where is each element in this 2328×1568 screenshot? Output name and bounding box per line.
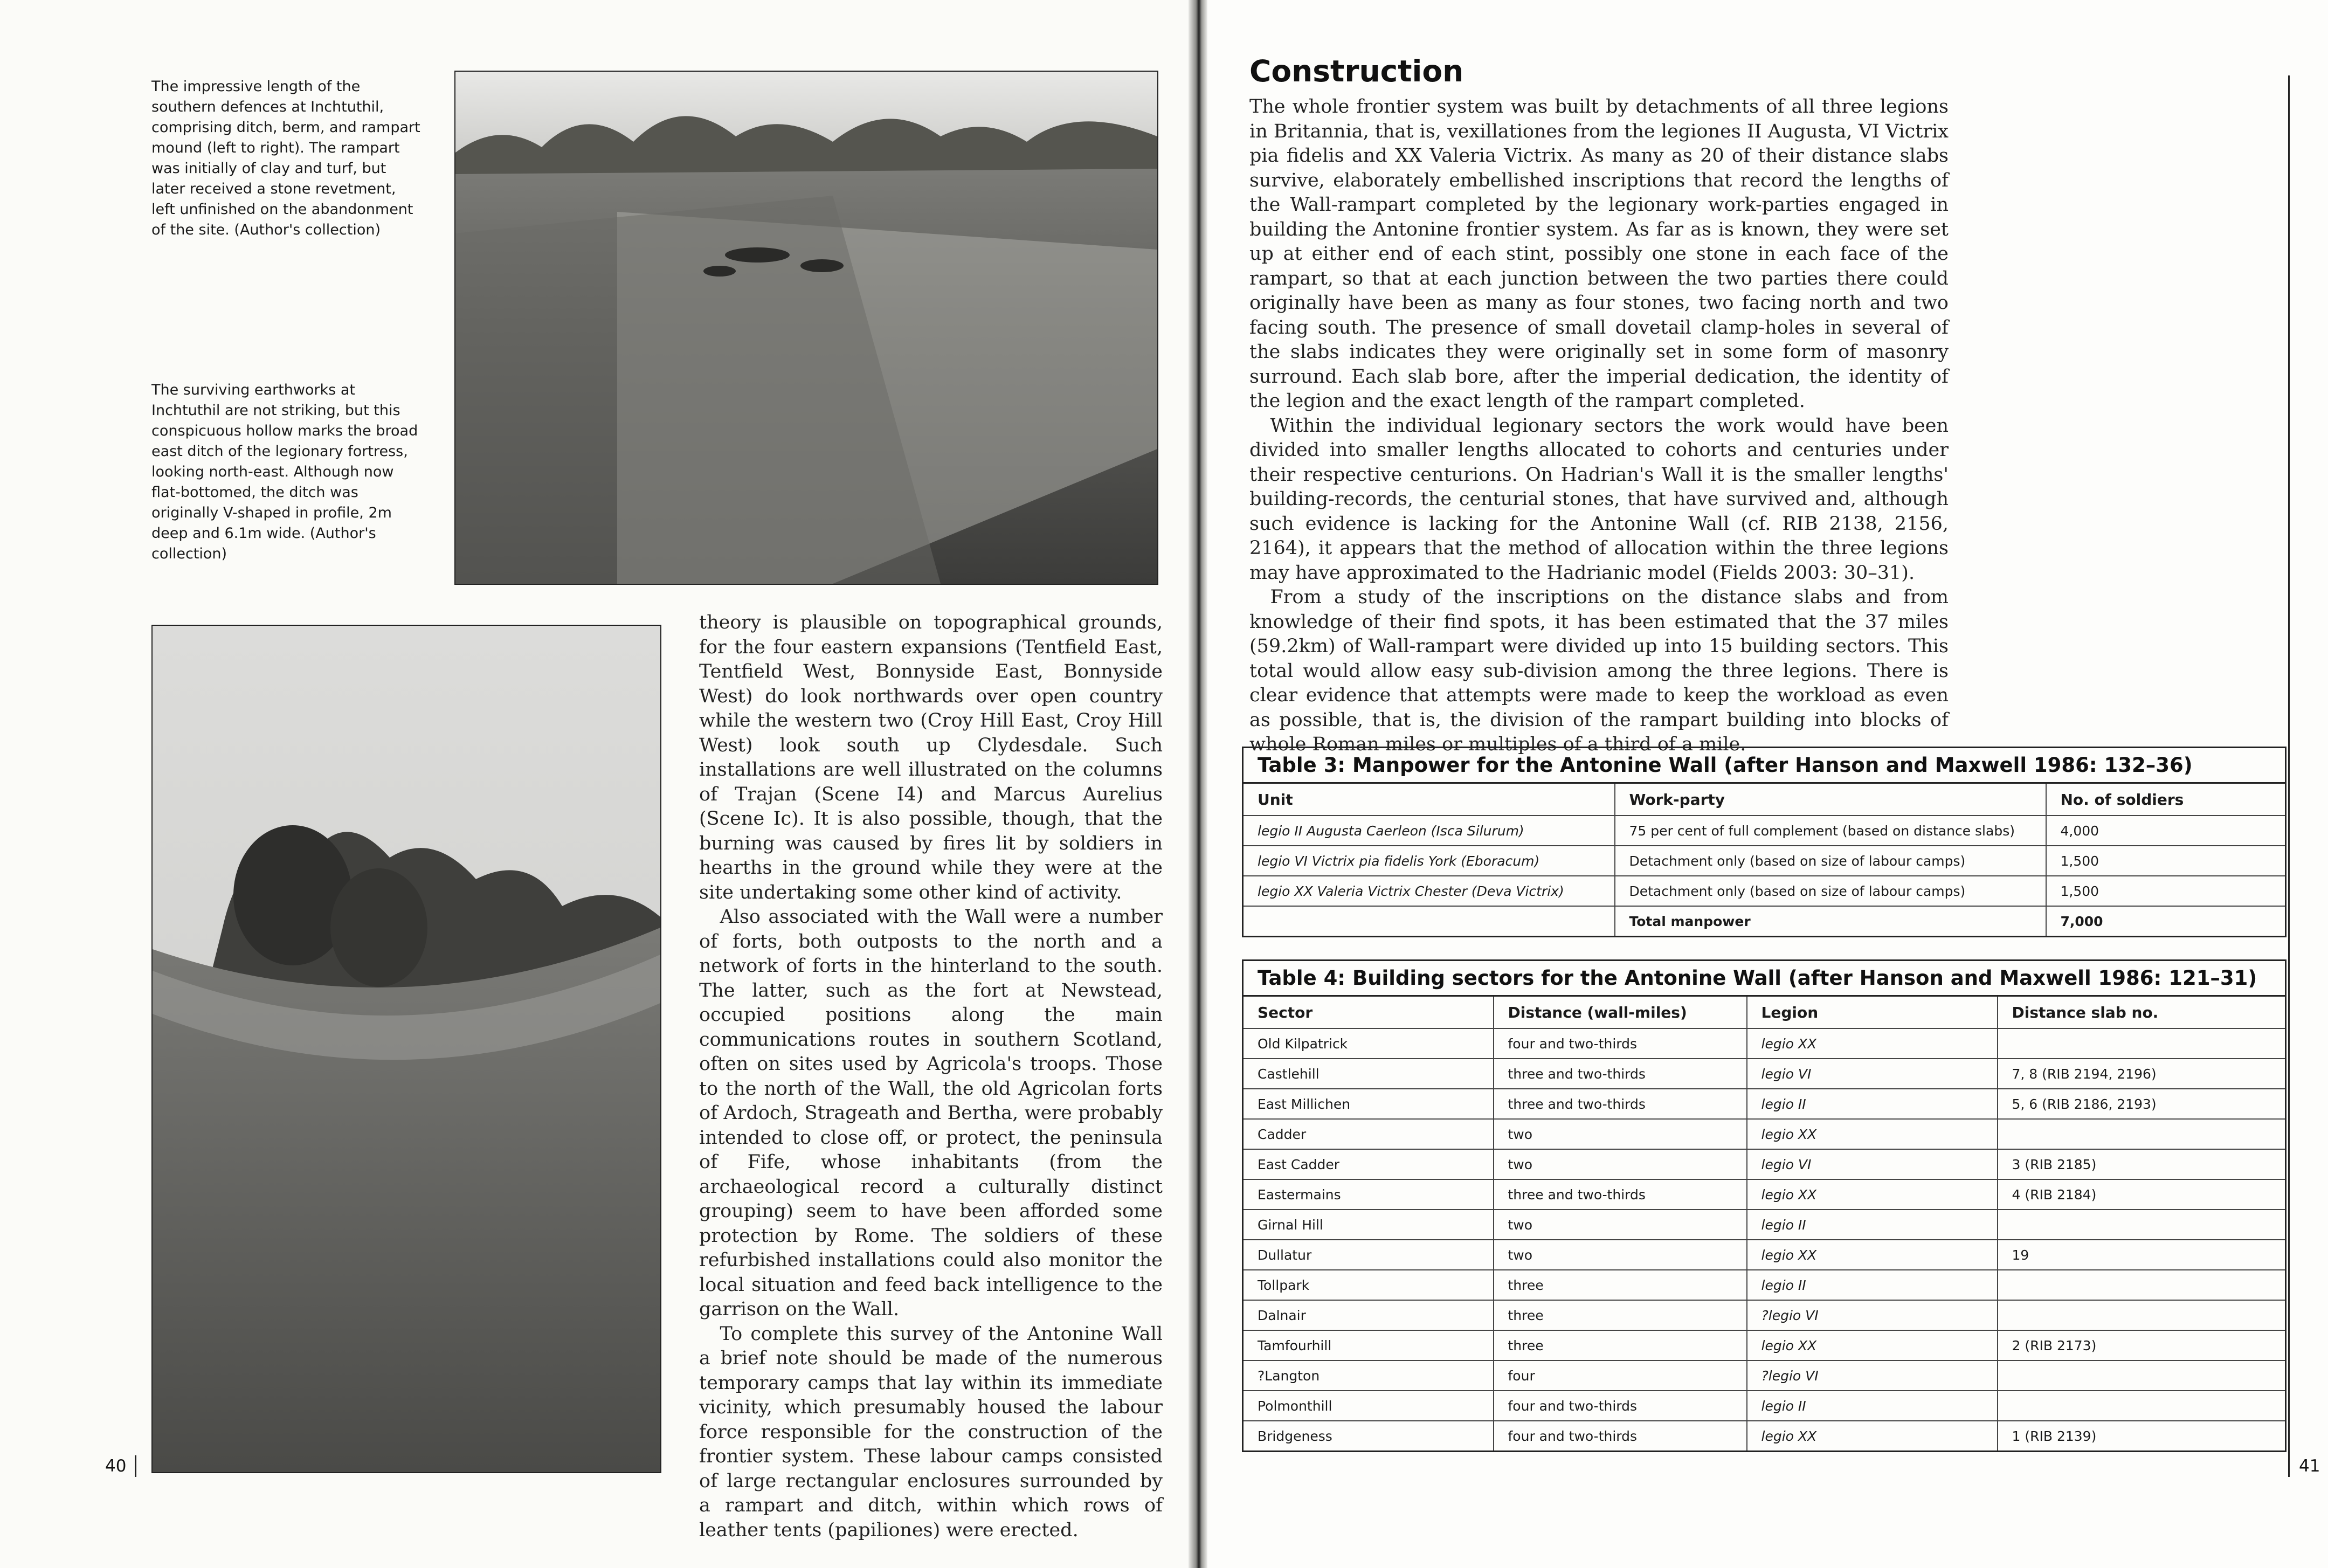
paragraph: theory is plausible on topographical grounds, for the four eastern expansions (Tentfield East, Tentfield West, Bonnyside East, Bonnyside West) do look northwards over open country while the western two (Croy Hill East, Croy Hill West) look south up Clydesdale. Such installations are well illustrated on the columns of Trajan (Scene I4) and Marcus Aurelius (Scene Ic). It is also possible, though, that the burning was caused by fires lit by soldiers in hearths in the ground while they were at the site undertaking some other kind of activity. xyxy=(699,612,1163,903)
table-cell: three xyxy=(1494,1300,1747,1330)
table-cell: two xyxy=(1494,1240,1747,1270)
table-cell xyxy=(1998,1360,2286,1391)
photo-caption-ditch: The surviving earthworks at Inchtuthil are not striking, but this conspicuous hollow marks the broad east ditch of the legionary fortress, looking north-east. Although now flat-bottomed, the ditch was originally V-shaped in profile, 2m deep and 6.1m wide. (Author's collection) xyxy=(151,382,418,562)
photo-inchtuthil-ditch xyxy=(151,625,661,1473)
table-cell: Tollpark xyxy=(1243,1270,1494,1300)
paragraph: The whole frontier system was built by detachments of all three legions in Britannia, that is, vexillationes from the legiones II Augusta, VI Victrix pia fidelis and XX Valeria Victrix. As many as 20 of their distance slabs survive, elaborately embellished inscriptions that record the lengths of the Wall-rampart completed by the legionary work-parties engaged in building the Antonine frontier system. As far as is known, they were set up at either end of each stint, possibly one stone in each face of the rampart, so that at each junction between the two parties there could originally have been as many as four stones, two facing north and two facing south. The presence of small dovetail clamp-holes in several of the slabs indicates they were originally set in some form of masonry surround. Each slab bore, after the imperial dedication, the identity of the legion and the exact length of the rampart completed. xyxy=(1249,96,1949,412)
table-cell: legio VI xyxy=(1747,1059,1998,1089)
table-cell: ?legio VI xyxy=(1747,1360,1998,1391)
table-row xyxy=(1243,1330,2286,1360)
table-row xyxy=(1243,1149,2286,1179)
column-header: Work-party xyxy=(1615,783,2046,816)
table-row xyxy=(1243,1421,2286,1452)
table-cell: four and two-thirds xyxy=(1494,1421,1747,1452)
table-cell: 3 (RIB 2185) xyxy=(1998,1149,2286,1179)
table-cell: two xyxy=(1494,1119,1747,1149)
table-row xyxy=(1243,1270,2286,1300)
table-row xyxy=(1243,816,2286,846)
column-header: Unit xyxy=(1243,783,1615,816)
table-body xyxy=(1243,1028,2286,1452)
right-body-text xyxy=(1249,95,1949,757)
table-cell: Cadder xyxy=(1243,1119,1494,1149)
table-row xyxy=(1243,1240,2286,1270)
page-number: 41 xyxy=(2299,1456,2320,1476)
table-cell: 7, 8 (RIB 2194, 2196) xyxy=(1998,1059,2286,1089)
table-cell: three xyxy=(1494,1330,1747,1360)
table-cell: 2 (RIB 2173) xyxy=(1998,1330,2286,1360)
table-cell: three xyxy=(1494,1270,1747,1300)
table-cell: legio XX xyxy=(1747,1119,1998,1149)
table-cell: two xyxy=(1494,1210,1747,1240)
table-row xyxy=(1243,1119,2286,1149)
table-cell: legio II xyxy=(1747,1270,1998,1300)
table-cell: Total manpower xyxy=(1615,906,2046,937)
table-cell: 4,000 xyxy=(2046,816,2286,846)
table-row xyxy=(1243,876,2286,906)
right-page xyxy=(1207,0,2328,1568)
table-cell xyxy=(1998,1300,2286,1330)
table-header-row xyxy=(1243,996,2286,1029)
table-cell: four and two-thirds xyxy=(1494,1028,1747,1059)
table-cell xyxy=(1243,906,1615,937)
paragraph: Also associated with the Wall were a number of forts, both outposts to the north and a network of forts in the hinterland to the south. The latter, such as the fort at Newstead, occupied positions along the main communications routes in southern Scotland, often on sites used by Agricola's troops. Those to the north of the Wall, the old Agricolan forts of Ardoch, Strageath and Bertha, were probably intended to close off, or protect, the peninsula of Fife, whose inhabitants (from the archaeological record a culturally distinct grouping) seem to have been afforded some protection by Rome. The soldiers of these refurbished installations could also monitor the local situation and feed back intelligence to the garrison on the Wall. xyxy=(699,906,1163,1320)
table-cell: Eastermains xyxy=(1243,1179,1494,1210)
table-cell: legio XX xyxy=(1747,1421,1998,1452)
table-title: Table 4: Building sectors for the Antonine Wall (after Hanson and Maxwell 1986: 121–31) xyxy=(1242,959,2286,995)
table-cell: legio II xyxy=(1747,1391,1998,1421)
table-cell: 1 (RIB 2139) xyxy=(1998,1421,2286,1452)
table-cell: 4 (RIB 2184) xyxy=(1998,1179,2286,1210)
table-cell xyxy=(1998,1119,2286,1149)
table-cell: three and two-thirds xyxy=(1494,1059,1747,1089)
table-row xyxy=(1243,1028,2286,1059)
table-cell: legio II xyxy=(1747,1089,1998,1119)
table-cell: Bridgeness xyxy=(1243,1421,1494,1452)
table-cell: legio II Augusta Caerleon (Isca Silurum) xyxy=(1243,816,1615,846)
folio-rule xyxy=(135,1455,136,1477)
table-cell: ?Langton xyxy=(1243,1360,1494,1391)
paragraph: Within the individual legionary sectors the work would have been divided into smaller lengths allocated to cohorts and centuries under their respective centurions. On Hadrian's Wall it is the smaller lengths' building-records, the centurial stones, that have survived and, although such evidence is lacking for the Antonine Wall (cf. RIB 2138, 2156, 2164), it appears that the method of allocation within the three legions may have approximated to the Hadrianic model (Fields 2003: 30–31). xyxy=(1249,415,1949,584)
table-cell: legio VI Victrix pia fidelis York (Eboracum) xyxy=(1243,846,1615,876)
table-cell xyxy=(1998,1210,2286,1240)
table-cell: 1,500 xyxy=(2046,846,2286,876)
table-cell: 5, 6 (RIB 2186, 2193) xyxy=(1998,1089,2286,1119)
table-cell: legio VI xyxy=(1747,1149,1998,1179)
table-cell: Dullatur xyxy=(1243,1240,1494,1270)
table-cell: four xyxy=(1494,1360,1747,1391)
table-row xyxy=(1243,846,2286,876)
column-header: Sector xyxy=(1243,996,1494,1029)
table-row xyxy=(1243,1391,2286,1421)
section-heading: Construction xyxy=(1249,54,1464,88)
page-number: 40 xyxy=(105,1456,127,1476)
table-row xyxy=(1243,1300,2286,1330)
table-building-sectors xyxy=(1242,959,2286,1452)
table-cell: Castlehill xyxy=(1243,1059,1494,1089)
table-manpower xyxy=(1242,747,2286,937)
table-header-row xyxy=(1243,783,2286,816)
table-total-row xyxy=(1243,906,2286,937)
paragraph: To complete this survey of the Antonine Wall a brief note should be made of the numerous temporary camps that lay within its immediate vicinity, which presumably housed the labour force responsible for the construction of the frontier system. These labour camps consisted of large rectangular enclosures surrounded by a rampart and ditch, within which rows of leather tents (papiliones) were erected. xyxy=(699,1323,1163,1541)
column-header: No. of soldiers xyxy=(2046,783,2286,816)
table-row xyxy=(1243,1059,2286,1089)
table-row xyxy=(1243,1360,2286,1391)
table-cell: 75 per cent of full complement (based on distance slabs) xyxy=(1615,816,2046,846)
table-cell: legio XX xyxy=(1747,1028,1998,1059)
table-cell: four and two-thirds xyxy=(1494,1391,1747,1421)
left-body-text xyxy=(699,611,1163,1543)
photo-caption-rampart: The impressive length of the southern defences at Inchtuthil, comprising ditch, berm, and rampart mound (left to right). The rampart was initially of clay and turf, but later received a stone revetment, left unfinished on the abandonment of the site. (Author's collection) xyxy=(151,78,420,238)
table-cell: 19 xyxy=(1998,1240,2286,1270)
paragraph: From a study of the inscriptions on the distance slabs and from knowledge of their find spots, it has been estimated that the 37 miles (59.2km) of Wall-rampart were divided up into 15 building sectors. This total would allow easy sub-division among the three legions. There is clear evidence that attempts were made to keep the workload as even as possible, that is, the division of the rampart building into blocks of whole Roman miles or multiples of a third of a mile. xyxy=(1249,586,1949,755)
ditch-photo-image xyxy=(153,626,660,1472)
table-cell: legio II xyxy=(1747,1210,1998,1240)
table-row xyxy=(1243,1210,2286,1240)
table-cell xyxy=(1998,1028,2286,1059)
table-cell: 7,000 xyxy=(2046,906,2286,937)
photo-inchtuthil-rampart xyxy=(454,71,1158,585)
table-cell: Detachment only (based on size of labour camps) xyxy=(1615,846,2046,876)
table-cell: legio XX xyxy=(1747,1330,1998,1360)
table-cell: Tamfourhill xyxy=(1243,1330,1494,1360)
table-cell: Old Kilpatrick xyxy=(1243,1028,1494,1059)
table-row xyxy=(1243,1089,2286,1119)
table-cell: three and two-thirds xyxy=(1494,1179,1747,1210)
table-cell: Girnal Hill xyxy=(1243,1210,1494,1240)
table-cell: East Cadder xyxy=(1243,1149,1494,1179)
table-cell: East Millichen xyxy=(1243,1089,1494,1119)
table-cell: legio XX xyxy=(1747,1240,1998,1270)
table-row xyxy=(1243,1179,2286,1210)
column-header: Distance slab no. xyxy=(1998,996,2286,1029)
table-cell: three and two-thirds xyxy=(1494,1089,1747,1119)
table-cell: legio XX xyxy=(1747,1179,1998,1210)
table-cell: Detachment only (based on size of labour camps) xyxy=(1615,876,2046,906)
table-cell xyxy=(1998,1270,2286,1300)
table-cell: 1,500 xyxy=(2046,876,2286,906)
table-cell: Dalnair xyxy=(1243,1300,1494,1330)
margin-rule xyxy=(2288,75,2290,1477)
table-title: Table 3: Manpower for the Antonine Wall (after Hanson and Maxwell 1986: 132–36) xyxy=(1242,747,2286,782)
table-cell: two xyxy=(1494,1149,1747,1179)
table-cell: Polmonthill xyxy=(1243,1391,1494,1421)
column-header: Distance (wall-miles) xyxy=(1494,996,1747,1029)
book-spine xyxy=(1189,0,1207,1568)
table-cell: ?legio VI xyxy=(1747,1300,1998,1330)
table-cell xyxy=(1998,1391,2286,1421)
column-header: Legion xyxy=(1747,996,1998,1029)
table-cell: legio XX Valeria Victrix Chester (Deva Victrix) xyxy=(1243,876,1615,906)
rampart-photo-image xyxy=(455,72,1157,584)
